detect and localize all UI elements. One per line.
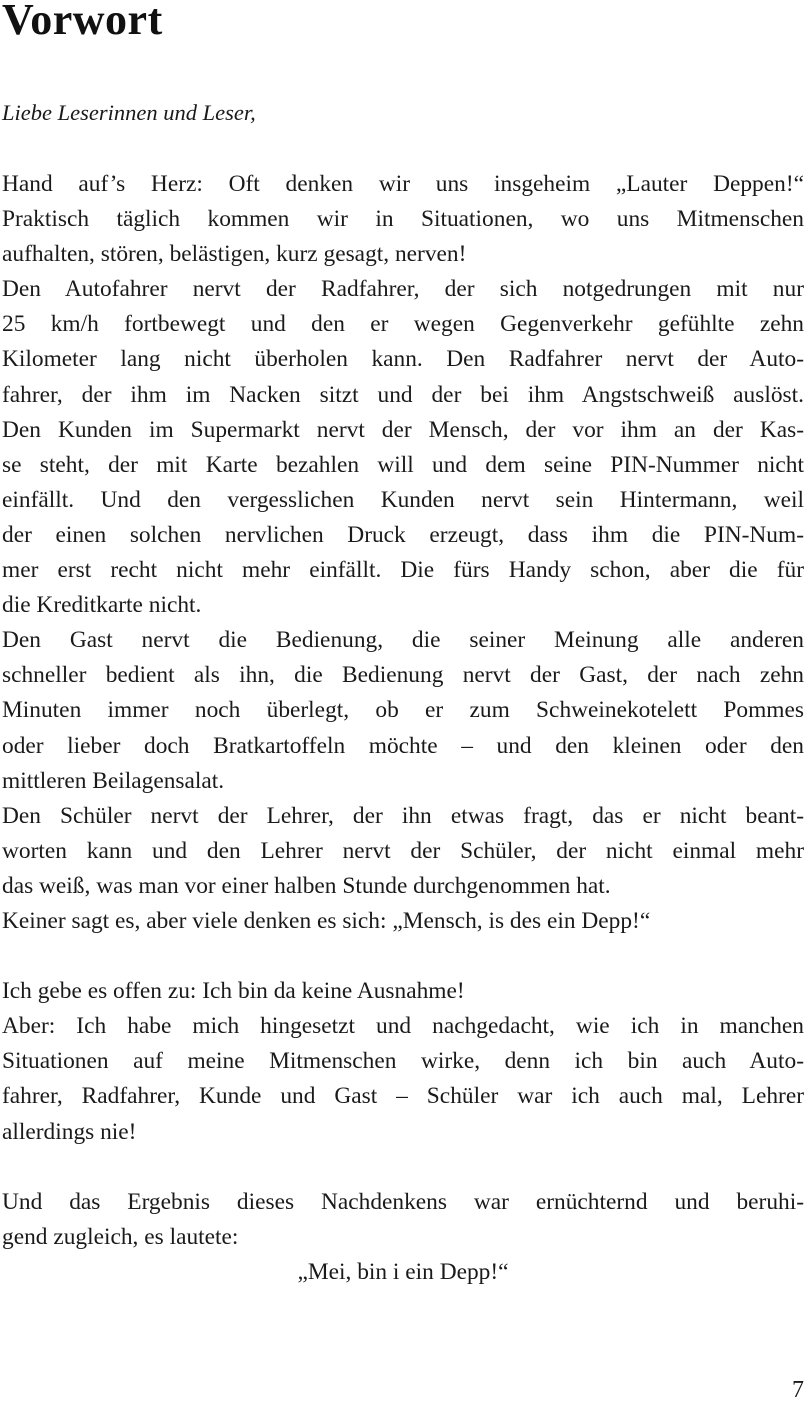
text-line: Den Kunden im Supermarkt nervt der Mensch, der vor ihm an der Kas- xyxy=(2,416,804,443)
text-line: Kilometer lang nicht überholen kann. Den Radfahrer nervt der Auto- xyxy=(2,346,804,373)
text-line: schneller bedient als ihn, die Bedienung nervt der Gast, der nach zehn xyxy=(2,662,804,689)
paragraph xyxy=(2,974,804,1009)
text-line: das weiß, was man vor einer halben Stunde durchgenommen hat. xyxy=(2,872,611,899)
salutation: Liebe Leserinnen und Leser, xyxy=(2,100,256,125)
text-line: Ich gebe es offen zu: Ich bin da keine Ausnahme! xyxy=(2,978,465,1005)
text-line: mittleren Beilagensalat. xyxy=(2,767,225,794)
text-line: Minuten immer noch überlegt, ob er zum Schweinekotelett Pommes xyxy=(2,697,804,724)
text-line: 25 km/h fortbewegt und den er wegen Gegenverkehr gefühlte zehn xyxy=(2,311,804,338)
text-line: oder lieber doch Bratkartoffeln möchte – und den kleinen oder den xyxy=(2,732,804,759)
text-line: Aber: Ich habe mich hingesetzt und nachgedacht, wie ich in manchen xyxy=(2,1013,804,1040)
text-line: Praktisch täglich kommen wir in Situationen, wo uns Mitmenschen xyxy=(2,206,804,233)
text-line: Den Gast nervt die Bedienung, die seiner Meinung alle anderen xyxy=(2,627,804,654)
paragraph xyxy=(2,1009,804,1149)
paragraph xyxy=(2,167,804,272)
paragraph xyxy=(2,413,804,624)
text-line: Situationen auf meine Mitmenschen wirke, denn ich bin auch Auto- xyxy=(2,1048,804,1075)
paragraph xyxy=(2,1185,804,1255)
text-line: se steht, der mit Karte bezahlen will und dem seine PIN-Nummer nicht xyxy=(2,451,804,478)
text-line: Den Autofahrer nervt der Radfahrer, der sich notgedrungen mit nur xyxy=(2,276,804,303)
text-line: fahrer, der ihm im Nacken sitzt und der bei ihm Angstschweiß auslöst. xyxy=(2,381,804,408)
page-title: Vorwort xyxy=(2,0,163,44)
text-line: der einen solchen nervlichen Druck erzeugt, dass ihm die PIN-Num- xyxy=(2,521,804,548)
paragraph-gap xyxy=(2,1150,804,1185)
text-line: Keiner sagt es, aber viele denken es sich: „Mensch, is des ein Depp!“ xyxy=(2,907,651,934)
text-line: Und das Ergebnis dieses Nachdenkens war ernüchternd und beruhi- xyxy=(2,1188,804,1215)
page-number: 7 xyxy=(792,1377,804,1403)
text-line: worten kann und den Lehrer nervt der Schüler, der nicht einmal mehr xyxy=(2,837,804,864)
text-line: allerdings nie! xyxy=(2,1118,137,1145)
closing-quote: „Mei, bin i ein Depp!“ xyxy=(297,1258,509,1285)
text-line: Den Schüler nervt der Lehrer, der ihn etwas fragt, das er nicht beant- xyxy=(2,802,804,829)
body-text xyxy=(2,167,804,1290)
text-line: fahrer, Radfahrer, Kunde und Gast – Schüler war ich auch mal, Lehrer xyxy=(2,1083,804,1110)
paragraph xyxy=(2,272,804,412)
text-line: mer erst recht nicht mehr einfällt. Die fürs Handy schon, aber die für xyxy=(2,557,804,584)
text-line: gend zugleich, es lautete: xyxy=(2,1223,239,1250)
paragraph xyxy=(2,623,804,798)
text-line: Hand auf’s Herz: Oft denken wir uns insgeheim „Lauter Deppen!“ xyxy=(2,171,804,197)
paragraph-gap xyxy=(2,939,804,974)
text-line: aufhalten, stören, belästigen, kurz gesagt, nerven! xyxy=(2,241,467,268)
text-line: die Kreditkarte nicht. xyxy=(2,592,202,619)
paragraph xyxy=(2,799,804,904)
text-line: einfällt. Und den vergesslichen Kunden nervt sein Hintermann, weil xyxy=(2,486,804,513)
paragraph xyxy=(2,904,804,939)
